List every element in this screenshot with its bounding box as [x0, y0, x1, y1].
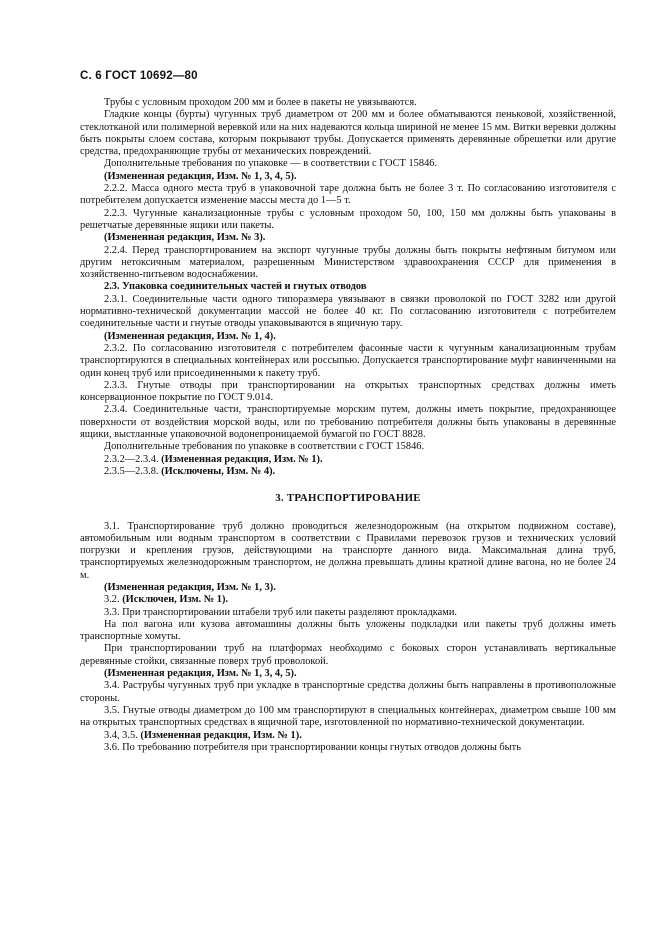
clause-3-4: 3.4. Раструбы чугунных труб при укладке в транспортные средства должны быть направлены в противоположные стороны. — [80, 680, 616, 704]
amendment-note: (Измененная редакция, Изм. № 3). — [104, 232, 266, 244]
paragraph: На пол вагона или кузова автомашины должны быть уложены подкладки или пакеты труб должны иметь транспортные хомуты. — [80, 618, 616, 643]
amendment-text: (Измененная редакция, Изм. № 1). — [161, 453, 323, 465]
amendment-line — [80, 730, 616, 742]
clause-2-2-3: 2.2.3. Чугунные канализационные трубы с условным проходом 50, 100, 150 мм должны быть упакованы в решетчатые деревянные ящики или пакеты. — [80, 207, 616, 231]
clause-number: 3.2. — [104, 594, 120, 606]
clause-3-6: 3.6. По требованию потребителя при транспортировании концы гнутых отводов должны быть — [104, 741, 521, 753]
amendment-note: (Измененная редакция, Изм. № 1, 3, 4, 5). — [104, 170, 297, 182]
paragraph: Трубы с условным проходом 200 мм и более в пакеты не увязываются. — [104, 97, 417, 108]
document-body — [80, 97, 616, 754]
paragraph: Дополнительные требования по упаковке в соответствии с ГОСТ 15846. — [104, 441, 425, 453]
paragraph: Дополнительные требования по упаковке — в соответствии с ГОСТ 15846. — [104, 158, 438, 170]
amendment-line — [80, 466, 616, 478]
clause-2-3-3: 2.3.3. Гнутые отводы при транспортировании на открытых транспортных средствах должны иметь консервационное покрытие по ГОСТ 9.014. — [80, 379, 616, 404]
amendment-text: (Измененная редакция, Изм. № 1). — [140, 729, 302, 741]
clause-2-3-4: 2.3.4. Соединительные части, транспортируемые морским путем, должны иметь покрытие, предохраняющее поверхности от воздействия морской воды, или по требованию потребителя должны быть упакованы в деревянные ящики, выстланные упаковочной водонепроницаемой бумагой по ГОСТ 8828. — [80, 404, 616, 441]
clause-2-3-2: 2.3.2. По согласованию изготовителя с потребителем фасонные части к чугунным канализационным трубам транспортируются в специальных контейнерах или россыпью. Допускается транспортирование муфт навинченными на один конец труб или присоединенными к пакету труб. — [80, 342, 616, 379]
amendment-note: (Измененная редакция, Изм. № 1, 3, 4, 5). — [104, 668, 297, 680]
subsection-title-2-3: 2.3. Упаковка соединительных частей и гнутых отводов — [104, 281, 367, 293]
clause-2-2-4: 2.2.4. Перед транспортированием на экспорт чугунные трубы должны быть покрыты нефтяным битумом или другим нетоксичным материалом, разрешенным Министерством здравоохранения СССР для применения в хозяйственно-питьевом водоснабжении. — [80, 244, 616, 281]
amendment-note: (Измененная редакция, Изм. № 1, 3). — [104, 581, 276, 593]
amendment-note: (Измененная редакция, Изм. № 1, 4). — [104, 330, 276, 342]
amendment-text: (Исключены, Изм. № 4). — [161, 465, 276, 477]
clause-2-2-2: 2.2.2. Масса одного места труб в упаковочной таре должна быть не более 3 т. По согласованию изготовителя с потребителем допускается изменение массы места до 1—5 т. — [80, 183, 616, 207]
amendment-line — [80, 594, 616, 606]
amendment-text: (Исключен, Изм. № 1). — [122, 594, 229, 606]
clause-number: 2.3.5—2.3.8. — [104, 465, 159, 477]
clause-2-3-1: 2.3.1. Соединительные части одного типоразмера увязывают в связки проволокой по ГОСТ 3282 или другой нормативно-технической документации массой не более 40 кг. По согласованию изготовителя с потребителем соединительные части и гнутые отводы упаковываются в ящичную тару. — [80, 293, 616, 330]
paragraph: При транспортировании труб на платформах необходимо с боковых сторон устанавливать вертикальные деревянные стойки, связанные поверх труб проволокой. — [80, 643, 616, 667]
clause-3-1: 3.1. Транспортирование труб должно проводиться железнодорожным (на открытом подвижном составе), автомобильным или водным транспортом в соответствии с Правилами перевозок грузов и технических условий погрузки и крепления грузов, действующими на транспорте данного вида. Максимальная длина труб, транспортируемых железнодорожным транспортом, не должна превышать длины кратной длине вагона, но не более 24 м. — [80, 520, 616, 581]
clause-3-3: 3.3. При транспортировании штабели труб или пакеты разделяют прокладками. — [104, 606, 457, 618]
page-header: С. 6 ГОСТ 10692—80 — [80, 70, 198, 82]
clause-3-5: 3.5. Гнутые отводы диаметром до 100 мм транспортируют в специальных контейнерах, диаметром свыше 100 мм на открытых транспортных средствах в ящичной таре, изготовленной по нормативно-технической документации. — [80, 704, 616, 729]
paragraph: Гладкие концы (бурты) чугунных труб диаметром от 200 мм и более обматываются пеньковой, хозяйственной, стеклотканой или полимерной веревкой или на них надеваются кольца шириной не менее 15 мм. Витки веревки должны быть покрыты слоем состава, которым покрывают трубы. Допускается применять деревянные обрешетки или другие средства, предохраняющие трубы от механических повреждений. — [80, 109, 616, 158]
section-title: 3. ТРАНСПОРТИРОВАНИЕ — [275, 492, 421, 505]
clause-number: 2.3.2—2.3.4. — [104, 453, 159, 465]
clause-number: 3.4, 3.5. — [104, 729, 138, 741]
amendment-line — [80, 454, 616, 466]
